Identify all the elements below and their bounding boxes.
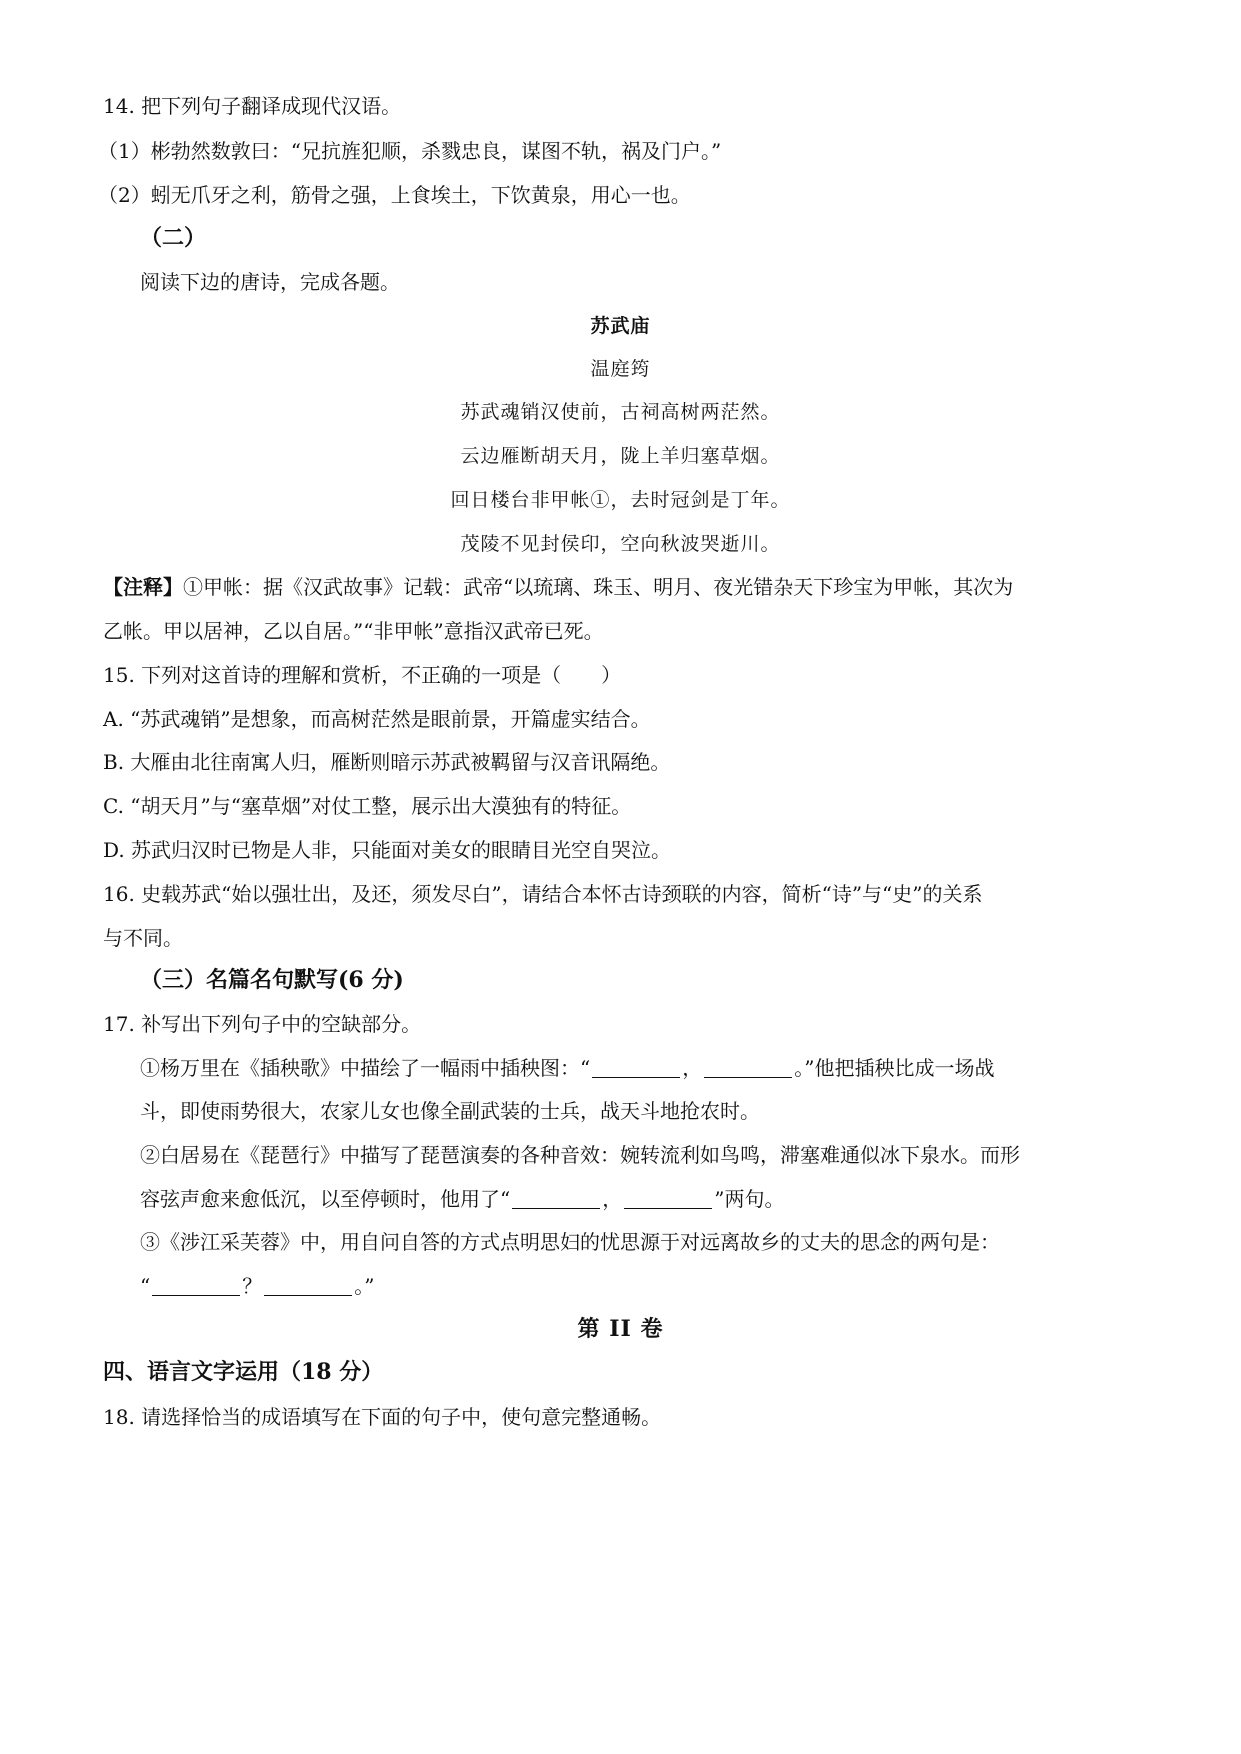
- section-3-heading: （三）名篇名句默写(6 分): [140, 967, 404, 993]
- note-line-2: 乙帐。甲以居神，乙以自居。”“非甲帐”意指汉武帝已死。: [103, 619, 604, 643]
- q18-stem: 18. 请选择恰当的成语填写在下面的句子中，使句意完整通畅。: [103, 1405, 662, 1429]
- poem-author: 温庭筠: [590, 358, 651, 380]
- note-text-1: ①甲帐：据《汉武故事》记载：武帝“以琉璃、珠玉、明月、夜光错杂天下珍宝为甲帐，其次为: [183, 575, 1014, 599]
- volume-2-title: 第 II 卷: [577, 1316, 664, 1342]
- section-2-instruction: 阅读下边的唐诗，完成各题。: [140, 270, 400, 294]
- q17-item-2-line-1: ②白居易在《琵琶行》中描写了琵琶演奏的各种音效：婉转流利如鸟鸣，滞塞难通似冰下泉水。而形: [140, 1143, 1020, 1167]
- answer-blank[interactable]: [704, 1057, 792, 1078]
- section-2-heading: （二）: [140, 225, 207, 251]
- q17-item-1-line-2: 斗，即使雨势很大，农家儿女也像全副武装的士兵，战天斗地抢农时。: [140, 1099, 760, 1123]
- q17-item-2-text-a: 容弦声愈来愈低沉，以至停顿时，他用了“: [140, 1187, 511, 1211]
- q14-stem: 14. 把下列句子翻译成现代汉语。: [103, 94, 402, 118]
- q17-item-2-line-2: [140, 1185, 784, 1213]
- q17-item-3-open-quote: “: [140, 1274, 151, 1298]
- q17-item-3-line-2: [140, 1272, 374, 1300]
- q17-item-3-close: 。”: [354, 1274, 375, 1298]
- answer-blank[interactable]: [592, 1057, 680, 1078]
- q15-stem: 15. 下列对这首诗的理解和赏析，不正确的一项是（ ）: [103, 663, 622, 687]
- q17-stem: 17. 补写出下列句子中的空缺部分。: [103, 1012, 422, 1036]
- q15-option-a: A. “苏武魂销”是想象，而高树茫然是眼前景，开篇虚实结合。: [103, 707, 651, 731]
- q16-line-2: 与不同。: [103, 926, 183, 950]
- poem-line-3: 回日楼台非甲帐①，去时冠剑是丁年。: [450, 489, 791, 511]
- answer-blank[interactable]: [264, 1275, 352, 1296]
- q17-item-1-text-b: 。”他把插秧比成一场战: [794, 1056, 995, 1080]
- q17-item-3-line-1: ③《涉江采芙蓉》中，用自问自答的方式点明思妇的忧思源于对远离故乡的丈夫的思念的两句是：: [140, 1230, 1000, 1254]
- q17-item-3-question-mark: ？: [242, 1274, 263, 1298]
- note-line-1: [103, 573, 1013, 601]
- q14-sentence-1: （1）彬勃然数敦曰：“兄抗旌犯顺，杀戮忠良，谋图不轨，祸及门户。”: [98, 139, 722, 163]
- poem-line-2: 云边雁断胡天月，陇上羊归塞草烟。: [460, 445, 781, 467]
- q16-line-1: 16. 史载苏武“始以强壮出，及还，须发尽白”，请结合本怀古诗颈联的内容，简析“诗”与“史”的关系: [103, 882, 983, 906]
- q15-option-c: C. “胡天月”与“塞草烟”对仗工整，展示出大漠独有的特征。: [103, 794, 632, 818]
- q17-item-1-text-a: ①杨万里在《插秧歌》中描绘了一幅雨中插秧图：“: [140, 1056, 591, 1080]
- poem-title: 苏武庙: [590, 315, 651, 337]
- q17-item-2-comma: ，: [602, 1187, 623, 1211]
- note-label: 【注释】: [103, 575, 183, 599]
- poem-line-1: 苏武魂销汉使前，古祠高树两茫然。: [460, 401, 781, 423]
- q17-item-2-text-b: ”两句。: [714, 1187, 785, 1211]
- q17-item-1-line-1: [140, 1054, 994, 1082]
- q17-item-1-comma: ，: [682, 1056, 703, 1080]
- q15-option-b: B. 大雁由北往南寓人归，雁断则暗示苏武被羁留与汉音讯隔绝。: [103, 750, 671, 774]
- q14-sentence-2: （2）蚓无爪牙之利，筋骨之强，上食埃土，下饮黄泉，用心一也。: [98, 183, 691, 207]
- q15-option-d: D. 苏武归汉时已物是人非，只能面对美女的眼睛目光空自哭泣。: [103, 838, 672, 862]
- answer-blank[interactable]: [512, 1188, 600, 1209]
- section-4-heading: 四、语言文字运用（18 分）: [103, 1359, 384, 1385]
- answer-blank[interactable]: [152, 1275, 240, 1296]
- answer-blank[interactable]: [624, 1188, 712, 1209]
- poem-line-4: 茂陵不见封侯印，空向秋波哭逝川。: [460, 533, 781, 555]
